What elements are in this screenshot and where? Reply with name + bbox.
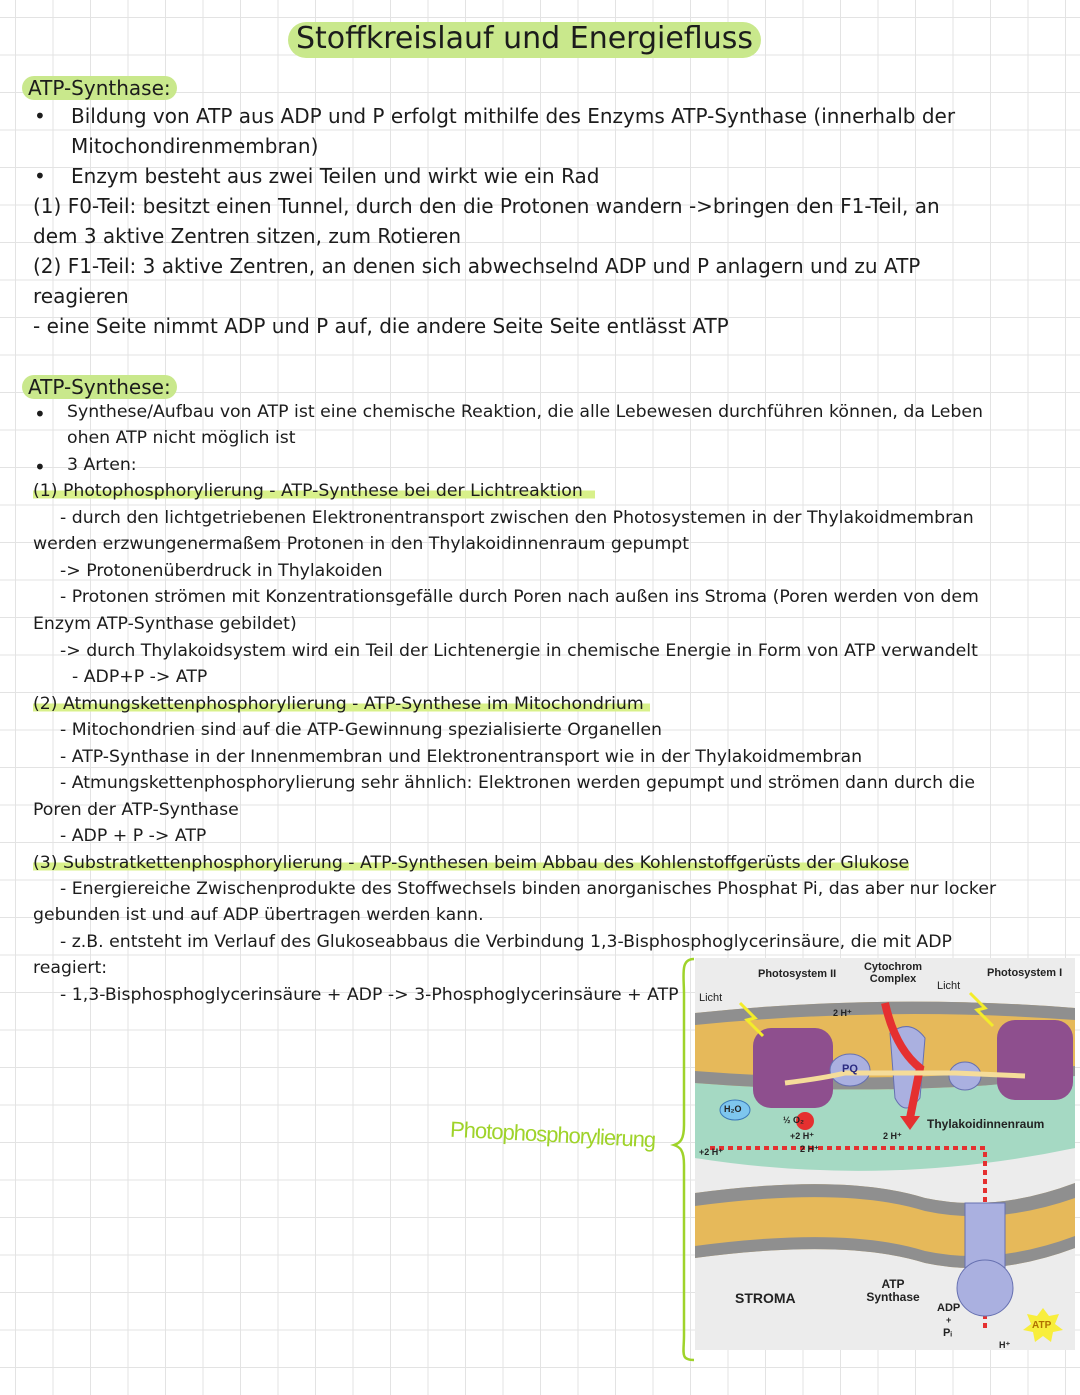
text-line: - Energiereiche Zwischenprodukte des Stoffwechsels binden anorganisches Phosphat Pi, das aber nur locker <box>60 879 997 899</box>
text-line: Mitochondirenmembran) <box>71 134 319 158</box>
text-line: - eine Seite nimmt ADP und P auf, die andere Seite Seite entlässt ATP <box>33 314 729 338</box>
label-thylakoidinnenraum: Thylakoidinnenraum <box>927 1117 1045 1131</box>
text-line: dem 3 aktive Zentren sitzen, zum Rotieren <box>33 224 462 248</box>
text-line: - Mitochondrien sind auf die ATP-Gewinnung spezialisierte Organellen <box>60 720 662 740</box>
text-line: gebunden ist und auf ADP übertragen werden kann. <box>33 905 484 925</box>
label-photosystem-2: Photosystem II <box>758 968 837 980</box>
bullet: • <box>34 455 46 479</box>
section-heading-atp-synthase: ATP-Synthase: <box>22 76 177 100</box>
label-photosystem-1: Photosystem I <box>987 967 1063 979</box>
subheading-substratkettenphosphorylierung: (3) Substratkettenphosphorylierung - ATP-Synthesen beim Abbau des Kohlenstoffgerüsts der Glukose <box>33 853 910 873</box>
text-line: - Atmungskettenphosphorylierung sehr ähnlich: Elektronen werden gepumpt und strömen dann durch die <box>60 773 975 793</box>
handwritten-annotation: Photophosphorylierung <box>449 1116 656 1153</box>
section-heading-atp-synthese: ATP-Synthese: <box>22 375 177 399</box>
label-h2o: H₂O <box>724 1104 742 1114</box>
label-o2: ½ O₂ <box>783 1115 805 1125</box>
subheading-photophosphorylierung: (1) Photophosphorylierung - ATP-Synthese bei der Lichtreaktion <box>33 483 595 500</box>
text-line: - z.B. entsteht im Verlauf des Glukoseabbaus die Verbindung 1,3-Bisphosphoglycerinsäure, die mit ADP <box>60 932 952 952</box>
text-line: Poren der ATP-Synthase <box>33 800 239 820</box>
text-line: Bildung von ATP aus ADP und P erfolgt mithilfe des Enzyms ATP-Synthase (innerhalb der <box>71 104 956 128</box>
label-atp: ATP <box>1032 1320 1052 1331</box>
label-pi: Pᵢ <box>943 1327 952 1339</box>
text-line: - Protonen strömen mit Konzentrationsgefälle durch Poren nach außen ins Stroma (Poren werden von dem <box>60 587 979 607</box>
text-line: - 1,3-Bisphosphoglycerinsäure + ADP -> 3-Phosphoglycerinsäure + ATP <box>60 985 679 1005</box>
text-line: 3 Arten: <box>67 455 137 475</box>
text-line: Enzym ATP-Synthase gebildet) <box>33 614 297 634</box>
label-h-plus: H⁺ <box>999 1340 1011 1350</box>
text-line: (2) F1-Teil: 3 aktive Zentren, an denen sich abwechselnd ADP und P anlagern und zu ATP <box>33 254 921 278</box>
text-line: -> durch Thylakoidsystem wird ein Teil der Lichtenergie in chemische Energie in Form von ATP verwandelt <box>60 641 978 661</box>
text-line: -> Protonenüberdruck in Thylakoiden <box>60 561 383 581</box>
label-plus-2h: +2 H⁺ <box>790 1131 815 1141</box>
label-licht: Licht <box>937 980 961 992</box>
label-licht: Licht <box>699 992 723 1004</box>
text-line: reagiert: <box>33 958 108 978</box>
label-plus: + <box>946 1315 952 1325</box>
label-atp-synthase: ATP Synthase <box>866 1277 920 1304</box>
page-title: Stoffkreislauf und Energiefluss <box>288 22 761 58</box>
text-line: - durch den lichtgetriebenen Elektronentransport zwischen den Photosystemen in der Thylakoidmembran <box>60 508 974 528</box>
bullet: • <box>34 104 46 128</box>
text-line: - ADP + P -> ATP <box>60 826 207 846</box>
bullet: • <box>34 164 46 188</box>
label-pq: PQ <box>842 1063 858 1075</box>
label-stroma: STROMA <box>735 1290 796 1306</box>
label-2h-top: 2 H⁺ <box>833 1008 852 1018</box>
label-2h: 2 H⁺ <box>800 1144 819 1154</box>
text-line: ohen ATP nicht möglich ist <box>67 428 296 448</box>
text-line: Enzym besteht aus zwei Teilen und wirkt wie ein Rad <box>71 164 600 188</box>
text-line: (1) F0-Teil: besitzt einen Tunnel, durch den die Protonen wandern ->bringen den F1-Teil, an <box>33 194 940 218</box>
label-adp: ADP <box>937 1302 961 1314</box>
text-line: - ADP+P -> ATP <box>72 667 208 687</box>
text-line: Synthese/Aufbau von ATP ist eine chemische Reaktion, die alle Lebewesen durchführen können, da Leben <box>67 402 983 422</box>
subheading-atmungskettenphosphorylierung: (2) Atmungskettenphosphorylierung - ATP-Synthese im Mitochondrium <box>33 696 650 713</box>
photophosphorylation-diagram <box>695 958 1075 1350</box>
bullet: • <box>34 402 46 426</box>
text-line: werden erzwungenermaßem Protonen in den Thylakoidinnenraum gepumpt <box>33 534 690 554</box>
text-line: reagieren <box>33 284 129 308</box>
label-cytochrom-complex: Cytochrom Complex <box>863 961 923 985</box>
label-2h-cytochrom: 2 H⁺ <box>883 1131 902 1141</box>
label-plus-2h-left: +2 H⁺ <box>699 1147 724 1157</box>
text-line: - ATP-Synthase in der Innenmembran und Elektronentransport wie in der Thylakoidmembran <box>60 747 863 767</box>
